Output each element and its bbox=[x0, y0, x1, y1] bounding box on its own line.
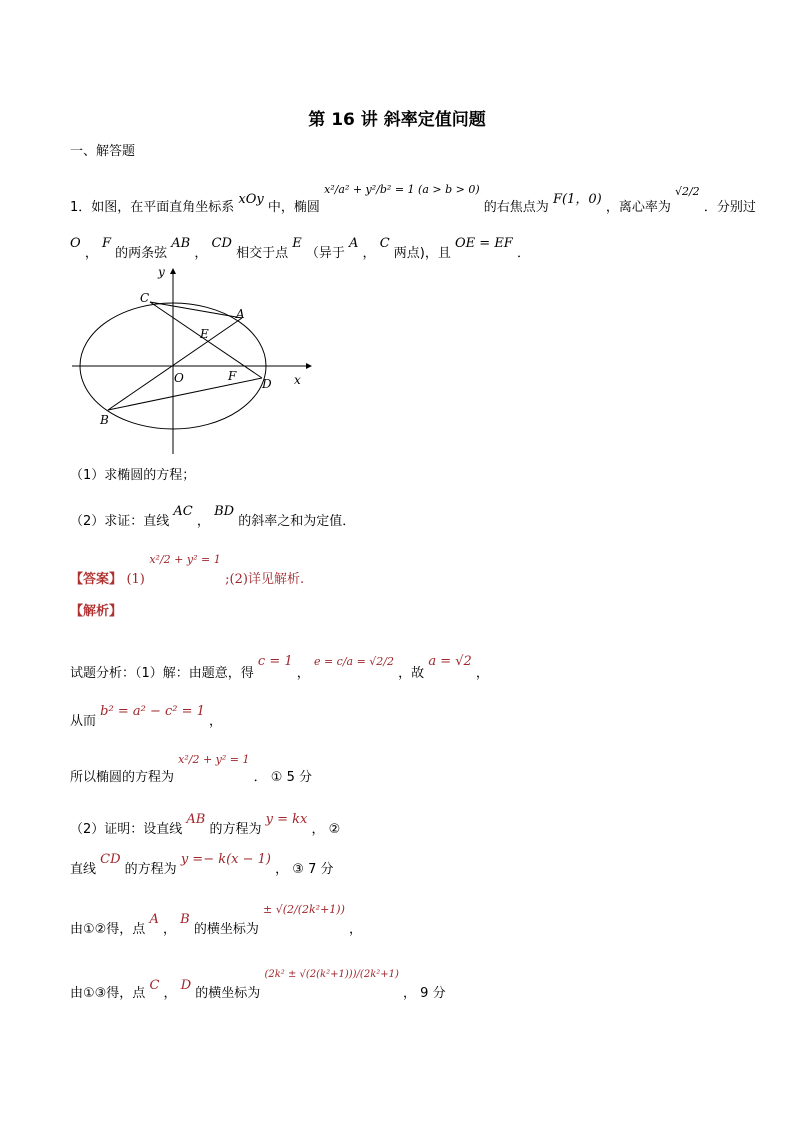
analysis-label: 【解析】 bbox=[70, 604, 123, 619]
problem-text: ，离心率为 bbox=[605, 200, 671, 215]
label-c: C bbox=[140, 291, 150, 305]
analysis-text: 的方程为 bbox=[124, 862, 177, 877]
line-ab-label: AB bbox=[186, 812, 206, 827]
eq-ab-x: ± √(2/(2k²+1)) bbox=[263, 903, 345, 916]
question-text: （2）求证：直线 bbox=[70, 514, 170, 529]
point-e: E bbox=[292, 236, 302, 251]
label-f: F bbox=[228, 369, 237, 383]
label-y: y bbox=[158, 265, 165, 279]
problem-text: ， bbox=[194, 246, 208, 261]
analysis-line-4 bbox=[70, 808, 341, 837]
problem-text: （异于 bbox=[305, 246, 345, 261]
problem-text: ．分别过 bbox=[703, 200, 756, 215]
analysis-text: ， bbox=[162, 922, 176, 937]
question-text: 的斜率之和为定值． bbox=[238, 514, 356, 529]
label-a: A bbox=[236, 307, 245, 321]
problem-text: 的两条弦 bbox=[115, 246, 168, 261]
answer-part-1: (1) bbox=[126, 572, 145, 587]
analysis-line-6 bbox=[70, 898, 363, 937]
problem-line-2 bbox=[70, 232, 530, 261]
analysis-text: ， bbox=[209, 714, 223, 729]
focus-point: F(1，0) bbox=[552, 192, 602, 207]
point-d-label: D bbox=[180, 978, 192, 993]
analysis-line-2 bbox=[70, 700, 223, 729]
analysis-text: ， bbox=[475, 666, 489, 681]
point-a: A bbox=[349, 236, 359, 251]
analysis-text: ， bbox=[349, 922, 363, 937]
analysis-line-7 bbox=[70, 962, 446, 1001]
label-b: B bbox=[100, 413, 109, 427]
analysis-text: ． ① 5 分 bbox=[253, 770, 312, 785]
y-axis-arrow bbox=[170, 268, 176, 274]
condition-oe-ef: OE = EF bbox=[455, 236, 513, 251]
problem-text: ． bbox=[516, 246, 530, 261]
eq-b-squared: b² = a² − c² = 1 bbox=[100, 704, 205, 719]
problem-text: ， bbox=[362, 246, 376, 261]
answer-label: 【答案】 bbox=[70, 572, 123, 587]
analysis-text: ， bbox=[163, 986, 177, 1001]
problem-text: 的右焦点为 bbox=[483, 200, 549, 215]
problem-text: 两点)，且 bbox=[393, 246, 451, 261]
analysis-text: 的横坐标为 bbox=[193, 922, 259, 937]
answer-part-2: ;(2)详见解析. bbox=[225, 572, 305, 587]
analysis-text: ，故 bbox=[398, 666, 425, 681]
analysis-text: ， ② bbox=[311, 822, 341, 837]
chord-ab: AB bbox=[171, 236, 191, 251]
analysis-text: 的方程为 bbox=[209, 822, 262, 837]
point-b-label: B bbox=[180, 912, 190, 927]
analysis-text: ， bbox=[296, 666, 310, 681]
ellipse-figure bbox=[70, 262, 320, 462]
analysis-text: 试题分析：（1）解：由题意，得 bbox=[70, 666, 254, 681]
answer-equation: x²/2 + y² = 1 bbox=[149, 553, 221, 566]
eq-c: c = 1 bbox=[257, 654, 293, 669]
analysis-line-3 bbox=[70, 748, 312, 785]
chord-cd: CD bbox=[211, 236, 232, 251]
problem-line-1 bbox=[70, 178, 756, 215]
eq-e: e = c/a = √2/2 bbox=[313, 655, 395, 668]
line-ac-label: AC bbox=[173, 504, 193, 519]
point-c-label: C bbox=[149, 978, 160, 993]
ellipse-equation: x²/a² + y²/b² = 1 (a > b > 0) bbox=[324, 183, 480, 196]
analysis-text: 所以椭圆的方程为 bbox=[70, 770, 175, 785]
point-a-label: A bbox=[149, 912, 159, 927]
analysis-text: 直线 bbox=[70, 862, 97, 877]
point-f: F bbox=[101, 236, 111, 251]
analysis-text: 由①②得，点 bbox=[70, 922, 146, 937]
coord-system: xOy bbox=[238, 192, 264, 207]
label-o: O bbox=[174, 371, 184, 385]
eq-a: a = √2 bbox=[428, 654, 472, 669]
analysis-line-5 bbox=[70, 848, 334, 877]
answer-line bbox=[70, 548, 305, 587]
problem-text: 相交于点 bbox=[236, 246, 289, 261]
problem-text: 中，椭圆 bbox=[267, 200, 320, 215]
page-title: 第 16 讲 斜率定值问题 bbox=[308, 110, 486, 130]
question-1: （1）求椭圆的方程； bbox=[70, 468, 196, 483]
section-heading: 一、解答题 bbox=[70, 144, 136, 159]
line-bd-label: BD bbox=[214, 504, 235, 519]
eq-line-cd: y =− k(x − 1) bbox=[180, 852, 272, 867]
analysis-text: 由①③得，点 bbox=[70, 986, 146, 1001]
analysis-text: 的横坐标为 bbox=[195, 986, 261, 1001]
point-o: O bbox=[70, 236, 81, 251]
question-text: ， bbox=[196, 514, 210, 529]
eq-line-ab: y = kx bbox=[265, 812, 308, 827]
line-cd-label: CD bbox=[100, 852, 121, 867]
eq-ellipse: x²/2 + y² = 1 bbox=[178, 753, 250, 766]
problem-text: ， bbox=[84, 246, 98, 261]
label-d: D bbox=[262, 377, 272, 391]
label-e: E bbox=[200, 327, 209, 341]
analysis-text: （2）证明：设直线 bbox=[70, 822, 183, 837]
question-2 bbox=[70, 500, 356, 529]
analysis-line-1 bbox=[70, 650, 489, 681]
point-c: C bbox=[379, 236, 390, 251]
analysis-text: 从而 bbox=[70, 714, 97, 729]
eq-cd-x: (2k² ± √(2(k²+1)))/(2k²+1) bbox=[264, 969, 399, 980]
eccentricity: √2/2 bbox=[674, 185, 700, 198]
label-x: x bbox=[294, 373, 301, 387]
x-axis-arrow bbox=[306, 363, 312, 369]
problem-text: 1．如图，在平面直角坐标系 bbox=[70, 200, 235, 215]
analysis-text: ， ③ 7 分 bbox=[275, 862, 334, 877]
analysis-text: ， 9 分 bbox=[403, 986, 446, 1001]
